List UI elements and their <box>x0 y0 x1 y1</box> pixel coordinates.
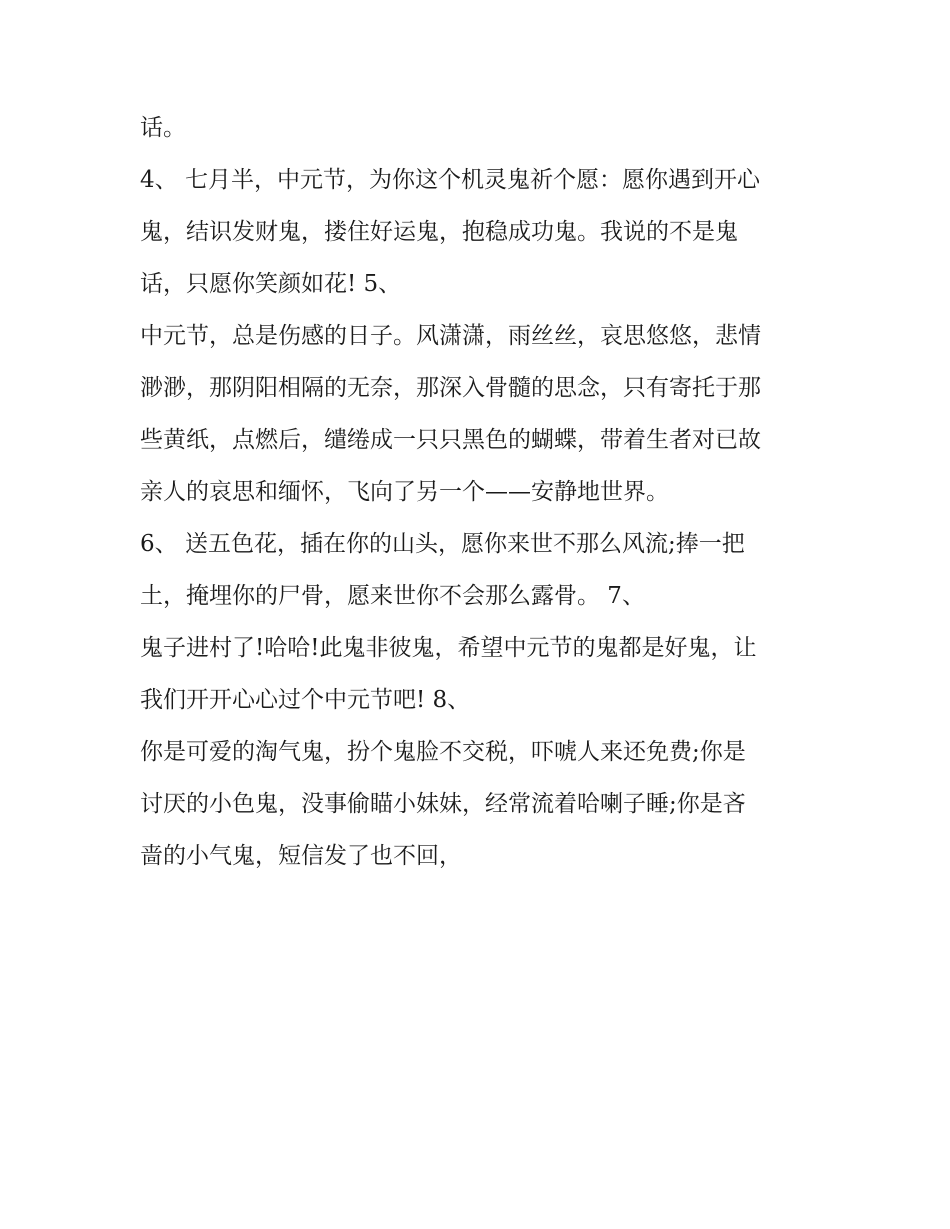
body-text <box>140 108 820 888</box>
text-line: 讨厌的小色鬼，没事偷瞄小妹妹，经常流着哈喇子睡;你是吝 <box>140 791 746 817</box>
text-line: 鬼，结识发财鬼，搂住好运鬼，抱稳成功鬼。我说的不是鬼 <box>140 219 738 245</box>
text-line: 土，掩埋你的尸骨，愿来世你不会那么露骨。 7、 <box>140 583 645 609</box>
text-line: 啬的小气鬼，短信发了也不回， <box>140 843 462 869</box>
text-line: 4、 七月半，中元节，为你这个机灵鬼祈个愿：愿你遇到开心 <box>140 167 760 193</box>
text-line: 亲人的哀思和缅怀，飞向了另一个——安静地世界。 <box>140 479 669 505</box>
text-line: 我们开开心心过个中元节吧! 8、 <box>140 687 471 713</box>
text-line: 话，只愿你笑颜如花! 5、 <box>140 271 402 297</box>
text-line: 些黄纸，点燃后，缱绻成一只只黑色的蝴蝶，带着生者对已故 <box>140 427 761 453</box>
text-line: 鬼子进村了!哈哈!此鬼非彼鬼，希望中元节的鬼都是好鬼，让 <box>140 635 757 661</box>
text-line: 6、 送五色花，插在你的山头，愿你来世不那么风流;捧一把 <box>140 531 745 557</box>
text-line: 渺渺，那阴阳相隔的无奈，那深入骨髓的思念，只有寄托于那 <box>140 375 761 401</box>
text-line: 你是可爱的淘气鬼，扮个鬼脸不交税，吓唬人来还免费;你是 <box>140 739 746 765</box>
text-line: 话。 <box>140 115 186 141</box>
text-line: 中元节，总是伤感的日子。风潇潇，雨丝丝，哀思悠悠，悲情 <box>140 323 761 349</box>
